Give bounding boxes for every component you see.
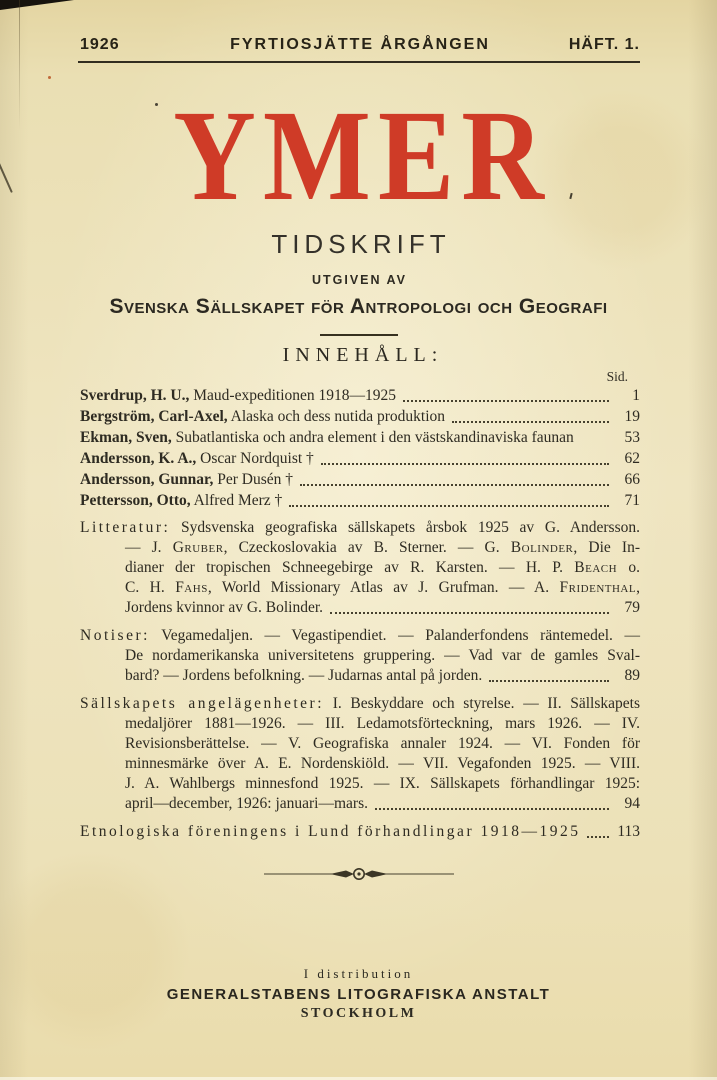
article-entry: Andersson, Gunnar, Per Dusén † (80, 471, 294, 488)
toc-article-row (80, 406, 640, 427)
page-number: 79 (624, 599, 640, 616)
toc-section-notiser (80, 626, 640, 686)
toc-section-line (80, 714, 640, 734)
article-entry: Ekman, Sven, Subatlantiska och andra element i den västskandinaviska faunan (80, 429, 574, 446)
dot-leader (452, 421, 609, 423)
text-segment: , Die In- (573, 539, 641, 556)
text-segment: Fahs (175, 579, 208, 596)
text-segment: Gruber (172, 539, 224, 556)
text-segment: De nordamerikanska universitetens gruppering. — Vad var de gamles Sval- (125, 647, 640, 664)
text-segment: I. Beskyddare och styrelse. — II. Sällskapets (324, 695, 640, 712)
toc-section-lastline (80, 822, 640, 842)
dot-leader (300, 484, 609, 486)
page-number: 94 (624, 795, 640, 812)
article-author: Pettersson, Otto, (80, 492, 191, 509)
text-segment: medaljörer 1881—1926. — III. Ledamotsförteckning, mars 1926. — IV. (125, 715, 640, 732)
sections-list (80, 518, 640, 842)
article-author: Ekman, Sven, (80, 429, 172, 446)
imprint (0, 966, 717, 1022)
toc-section-litteratur (80, 518, 640, 618)
text-segment: Sydsvenska geografiska sällskapets årsbok 1925 av G. Andersson. (170, 519, 640, 536)
fleuron-ornament-icon (264, 866, 454, 887)
article-author: Andersson, Gunnar, (80, 471, 214, 488)
page-number: 53 (624, 429, 640, 446)
toc-article-row (80, 448, 640, 469)
toc-section-line (80, 578, 640, 598)
printer-city: STOCKHOLM (300, 1006, 417, 1021)
society-rule (320, 334, 398, 336)
text-segment: , Czeckoslovakia av B. Sterner. — G. (223, 539, 511, 556)
table-of-contents (80, 345, 640, 842)
toc-section-etnologiska (80, 822, 640, 842)
dot-leader (321, 463, 609, 465)
page-number: 19 (624, 408, 640, 425)
text-segment: Beach (574, 559, 618, 576)
issue-year: 1926 (80, 36, 120, 53)
page-number: 113 (617, 823, 640, 840)
toc-section-line (80, 646, 640, 666)
masthead (0, 84, 717, 336)
dot-leader (330, 612, 609, 614)
text-segment: , World Missionary Atlas av J. Grufman. — A. (207, 579, 560, 596)
issue-header (80, 36, 640, 54)
toc-section-lastline (80, 666, 640, 686)
toc-section-line (80, 626, 640, 646)
text-segment: Notiser: (80, 627, 150, 644)
toc-article-row (80, 469, 640, 490)
published-by-label: UTGIVEN AV (311, 272, 407, 287)
toc-section-lastline (80, 598, 640, 618)
text-segment: C. H. (125, 579, 176, 596)
page-number: 62 (624, 450, 640, 467)
articles-list (80, 385, 640, 511)
text-segment: Litteratur: (80, 519, 171, 536)
distribution-label: I distribution (303, 966, 414, 981)
header-rule (78, 61, 640, 63)
article-author: Sverdrup, H. U., (80, 387, 190, 404)
page-number: 89 (624, 667, 640, 684)
toc-section-line (80, 774, 640, 794)
dot-leader (289, 505, 609, 507)
contents-heading: INNEHÅLL: (282, 344, 444, 366)
printer-name: GENERALSTABENS LITOGRAFISKA ANSTALT (166, 986, 551, 1003)
text-segment: minnesmärke över A. E. Nordenskiöld. — VII. Vegafonden 1925. — VIII. (125, 755, 640, 772)
section-line-text (125, 666, 482, 686)
text-segment: dianer der tropischen Schneegebirge av R. Karsten. — H. P. (125, 559, 575, 576)
article-entry: Andersson, K. A., Oscar Nordquist † (80, 450, 314, 467)
article-entry: Pettersson, Otto, Alfred Merz † (80, 492, 283, 509)
section-line-text (125, 794, 368, 814)
page-number: 1 (632, 387, 640, 404)
section-line-text (80, 822, 580, 842)
society-name: Svenska Sällskapet för Antropologi och Geografi (109, 294, 608, 318)
text-segment: Bolinder (510, 539, 574, 556)
article-author: Bergström, Carl-Axel, (80, 408, 228, 425)
text-segment: bard? — Jordens befolkning. — Judarnas antal på jorden. (125, 667, 483, 684)
text-segment: o. (617, 559, 640, 576)
dot-leader (489, 680, 609, 682)
scan-artifact-speck (48, 76, 51, 79)
article-author: Andersson, K. A., (80, 450, 197, 467)
scan-artifact-corner (0, 0, 74, 10)
toc-section-sallskapets-angelagenheter (80, 694, 640, 814)
dot-leader (375, 808, 609, 810)
toc-section-line (80, 558, 640, 578)
article-entry: Sverdrup, H. U., Maud-expeditionen 1918—1925 (80, 387, 397, 404)
toc-section-line (80, 538, 640, 558)
text-segment: , (636, 579, 640, 596)
toc-section-line (80, 694, 640, 714)
page-number: 71 (624, 492, 640, 509)
journal-title: YMER (173, 84, 551, 228)
volume-label: FYRTIOSJÄTTE ÅRGÅNGEN (230, 36, 490, 53)
toc-section-lastline (80, 794, 640, 814)
toc-article-row (80, 427, 640, 448)
text-segment: Revisionsberättelse. — V. Geografiska annaler 1924. — VI. Fonden för (125, 735, 640, 752)
text-segment: Vegamedaljen. — Vegastipendiet. — Palanderfondens räntemedel. — (149, 627, 640, 644)
toc-section-line (80, 734, 640, 754)
page-number: 66 (624, 471, 640, 488)
text-segment: april—december, 1926: januari—mars. (125, 795, 368, 812)
section-line-text (125, 598, 323, 618)
journal-subtitle: TIDSKRIFT (271, 228, 451, 259)
text-segment: — J. (125, 539, 173, 556)
article-entry: Bergström, Carl-Axel, Alaska och dess nutida produktion (80, 408, 446, 425)
toc-section-line (80, 518, 640, 538)
text-segment: Fridenthal (559, 579, 637, 596)
toc-article-row (80, 385, 640, 406)
text-segment: Jordens kvinnor av G. Bolinder. (125, 599, 324, 616)
text-segment: Sällskapets angelägenheter: (80, 695, 325, 712)
text-segment: Etnologiska föreningens i Lund förhandlingar 1918—1925 (80, 823, 581, 840)
toc-article-row (80, 490, 640, 511)
text-segment: J. A. Wahlbergs minnesfond 1925. — IX. Sällskapets förhandlingar 1925: (125, 775, 640, 792)
dot-leader (587, 836, 609, 838)
page-column-label: Sid. (606, 369, 628, 384)
toc-section-line (80, 754, 640, 774)
issue-number: HÄFT. 1. (568, 36, 640, 53)
dot-leader (403, 400, 609, 402)
